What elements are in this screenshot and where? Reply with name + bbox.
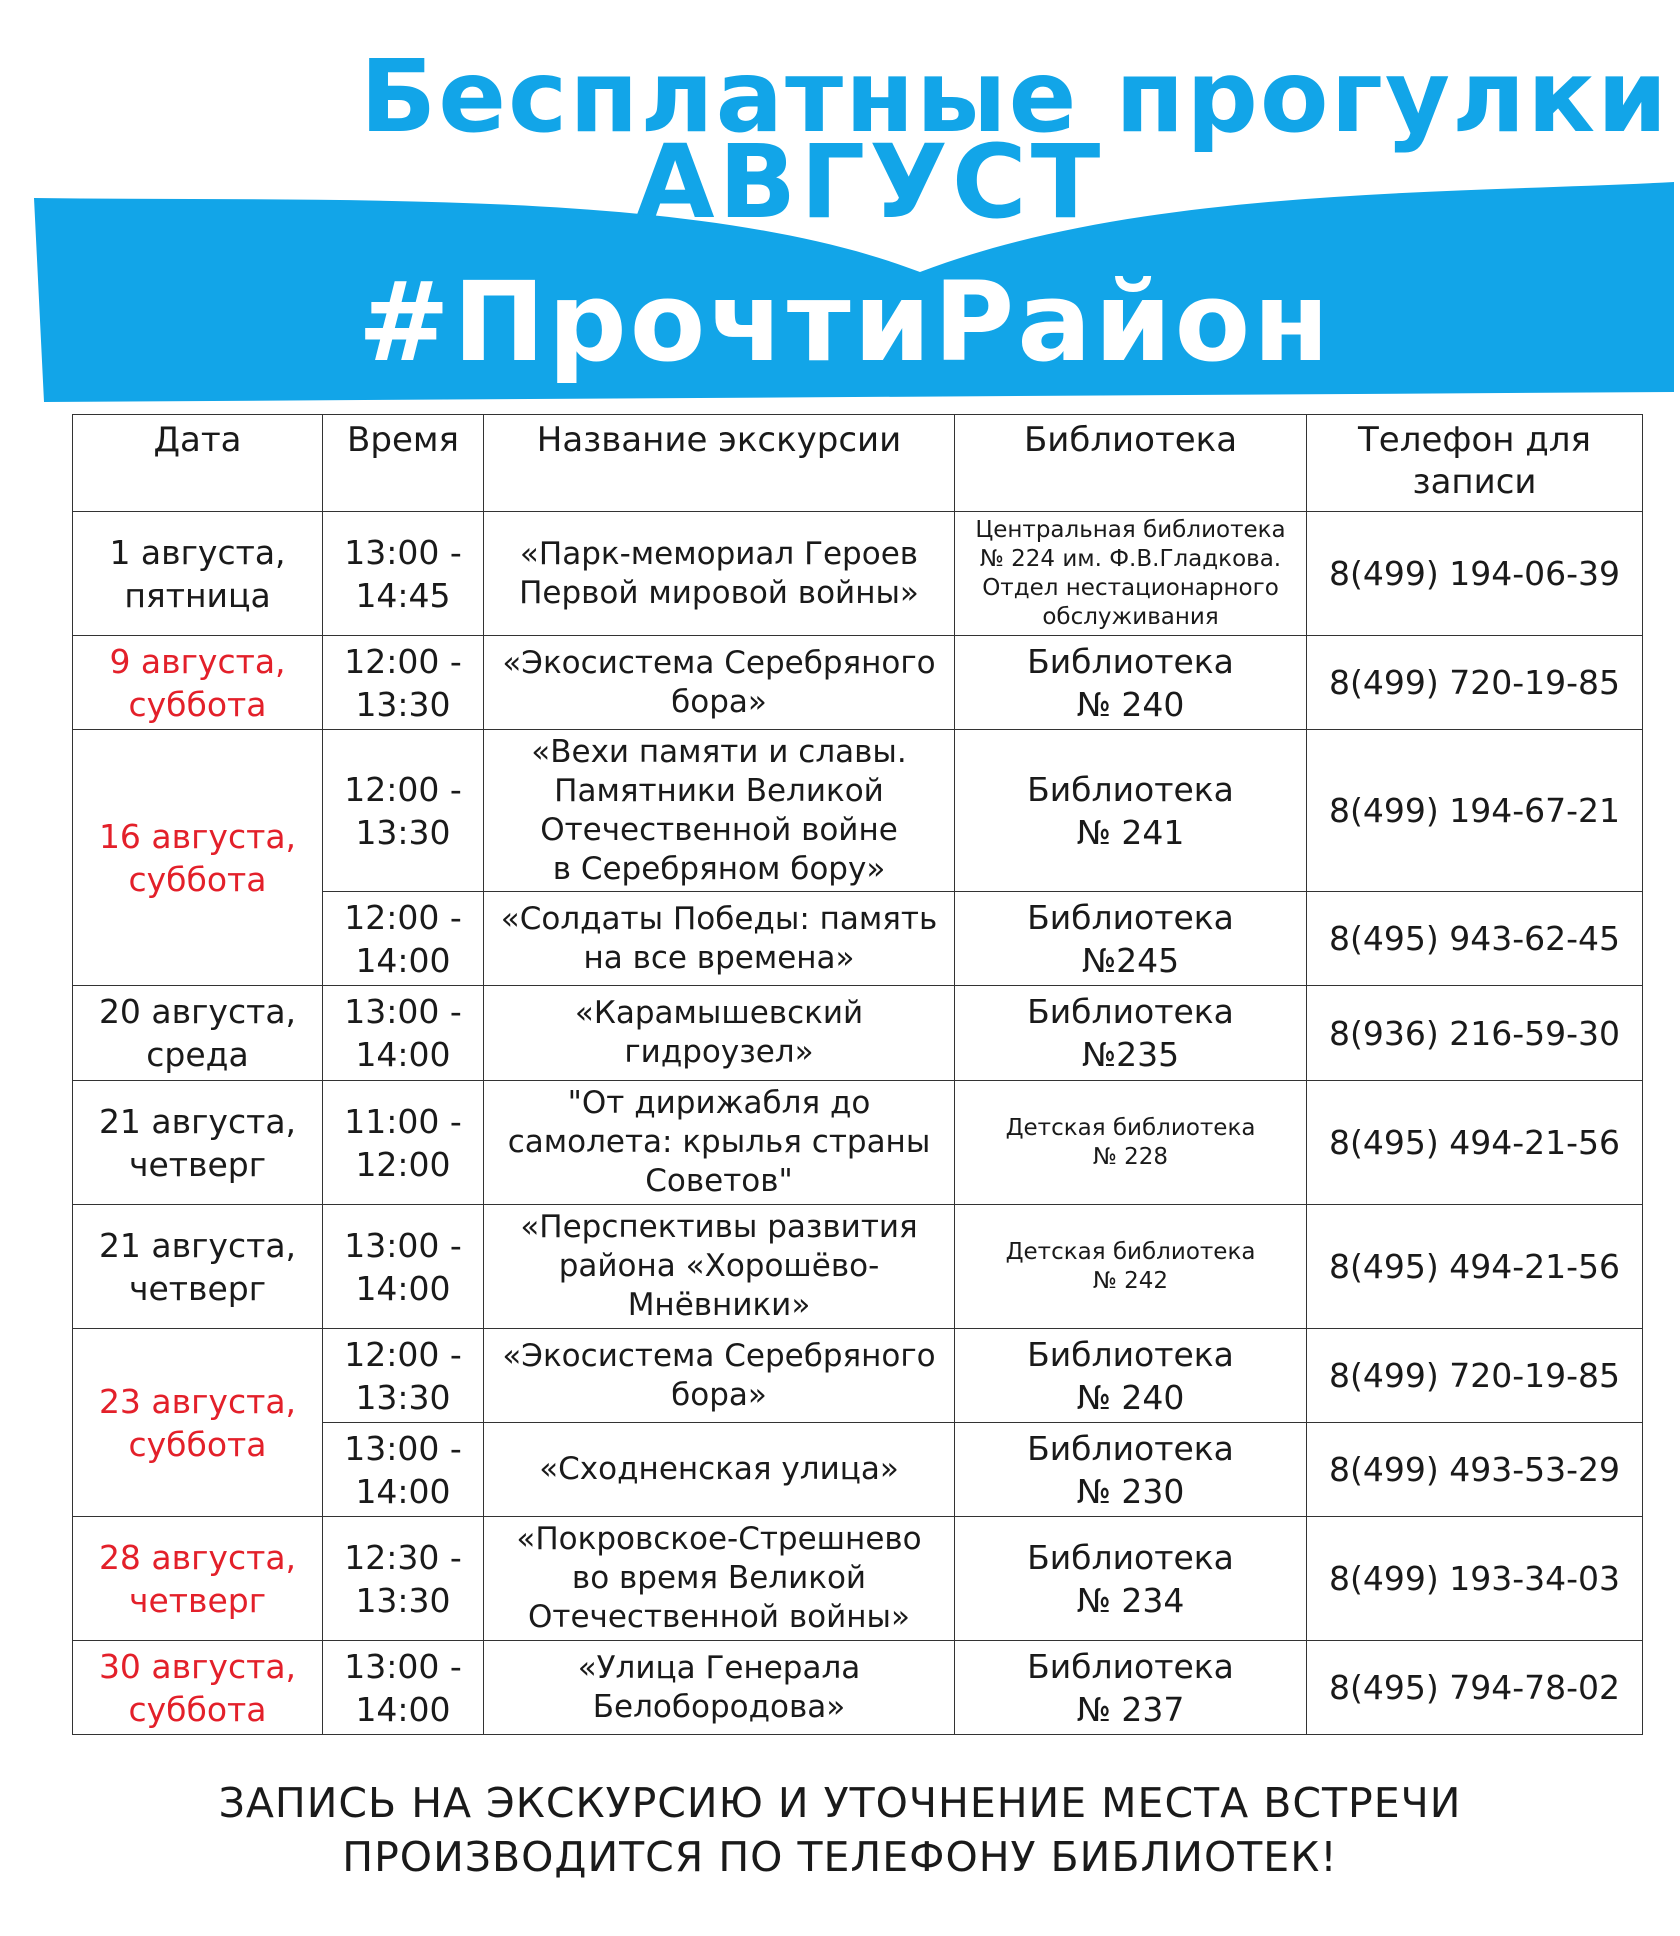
- table-row: [73, 1641, 1643, 1735]
- library-cell: Детская библиотека № 242: [955, 1205, 1307, 1329]
- time-cell: 13:00 - 14:00: [323, 986, 484, 1081]
- excursion-cell: «Карамышевский гидроузел»: [484, 986, 955, 1081]
- library-cell: Библиотека № 240: [955, 1329, 1307, 1423]
- table-row: [73, 1081, 1643, 1205]
- date-cell: 28 августа, четверг: [73, 1517, 323, 1641]
- library-cell: Центральная библиотека № 224 им. Ф.В.Гладкова. Отдел нестационарного обслуживания: [955, 512, 1307, 636]
- excursion-cell: "От дирижабля до самолета: крылья страны Советов": [484, 1081, 955, 1205]
- title-month: АВГУСТ: [635, 123, 1105, 242]
- date-cell: 23 августа, суббота: [73, 1329, 323, 1517]
- excursion-cell: «Экосистема Серебряного бора»: [484, 1329, 955, 1423]
- time-cell: 12:30 - 13:30: [323, 1517, 484, 1641]
- library-cell: Библиотека №235: [955, 986, 1307, 1081]
- time-cell: 11:00 - 12:00: [323, 1081, 484, 1205]
- excursion-cell: «Сходненская улица»: [484, 1423, 955, 1517]
- date-cell: 1 августа, пятница: [73, 512, 323, 636]
- footer-note: [0, 1776, 1680, 1884]
- time-cell: 12:00 - 13:30: [323, 730, 484, 892]
- time-cell: 13:00 - 14:45: [323, 512, 484, 636]
- excursion-cell: «Солдаты Победы: память на все времена»: [484, 892, 955, 986]
- footer-line2: ПРОИЗВОДИТСЯ ПО ТЕЛЕФОНУ БИБЛИОТЕК!: [342, 1833, 1338, 1881]
- library-cell: Детская библиотека № 228: [955, 1081, 1307, 1205]
- time-cell: 12:00 - 13:30: [323, 1329, 484, 1423]
- date-cell: 16 августа, суббота: [73, 730, 323, 986]
- time-cell: 13:00 - 14:00: [323, 1641, 484, 1735]
- table-row: [73, 986, 1643, 1081]
- phone-cell: 8(936) 216-59-30: [1307, 986, 1643, 1081]
- time-cell: 13:00 - 14:00: [323, 1423, 484, 1517]
- library-cell: Библиотека № 237: [955, 1641, 1307, 1735]
- library-cell: Библиотека № 240: [955, 636, 1307, 730]
- phone-cell: 8(499) 720-19-85: [1307, 1329, 1643, 1423]
- time-cell: 13:00 - 14:00: [323, 1205, 484, 1329]
- time-cell: 12:00 - 14:00: [323, 892, 484, 986]
- table-row: [73, 1329, 1643, 1423]
- date-cell: 9 августа, суббота: [73, 636, 323, 730]
- date-cell: 21 августа, четверг: [73, 1205, 323, 1329]
- excursion-cell: «Парк-мемориал Героев Первой мировой войны»: [484, 512, 955, 636]
- phone-cell: 8(499) 493-53-29: [1307, 1423, 1643, 1517]
- excursion-cell: «Вехи памяти и славы. Памятники Великой Отечественной войне в Серебряном бору»: [484, 730, 955, 892]
- phone-cell: 8(495) 943-62-45: [1307, 892, 1643, 986]
- date-cell: 30 августа, суббота: [73, 1641, 323, 1735]
- phone-cell: 8(499) 720-19-85: [1307, 636, 1643, 730]
- time-cell: 12:00 - 13:30: [323, 636, 484, 730]
- date-cell: 21 августа, четверг: [73, 1081, 323, 1205]
- date-cell: 20 августа, среда: [73, 986, 323, 1081]
- header-time: Время: [323, 415, 484, 512]
- phone-cell: 8(499) 194-67-21: [1307, 730, 1643, 892]
- header-excursion: Название экскурсии: [484, 415, 955, 512]
- header-phone: [1307, 415, 1643, 512]
- table-row: [73, 730, 1643, 892]
- library-cell: Библиотека № 230: [955, 1423, 1307, 1517]
- table-header-row: [73, 415, 1643, 512]
- table-row: [73, 636, 1643, 730]
- phone-cell: 8(499) 193-34-03: [1307, 1517, 1643, 1641]
- table-row: [73, 512, 1643, 636]
- footer-line1: ЗАПИСЬ НА ЭКСКУРСИЮ И УТОЧНЕНИЕ МЕСТА ВСТРЕЧИ: [218, 1779, 1462, 1827]
- header-phone-line1: Телефон для: [1358, 420, 1591, 460]
- excursion-cell: «Покровское-Стрешнево во время Великой Отечественной войны»: [484, 1517, 955, 1641]
- phone-cell: 8(495) 794-78-02: [1307, 1641, 1643, 1735]
- library-cell: Библиотека № 234: [955, 1517, 1307, 1641]
- phone-cell: 8(495) 494-21-56: [1307, 1205, 1643, 1329]
- schedule-table: [72, 414, 1643, 1735]
- header-date: Дата: [73, 415, 323, 512]
- phone-cell: 8(499) 194-06-39: [1307, 512, 1643, 636]
- table-row: [73, 1517, 1643, 1641]
- phone-cell: 8(495) 494-21-56: [1307, 1081, 1643, 1205]
- title-free-walks: Бесплатные прогулки: [360, 38, 1670, 155]
- table-row: [73, 1205, 1643, 1329]
- library-cell: Библиотека №245: [955, 892, 1307, 986]
- excursion-cell: «Улица Генерала Белобородова»: [484, 1641, 955, 1735]
- library-cell: Библиотека № 241: [955, 730, 1307, 892]
- excursion-cell: «Экосистема Серебряного бора»: [484, 636, 955, 730]
- hashtag: #ПрочтиРайон: [357, 258, 1333, 386]
- header-phone-line2: записи: [1412, 462, 1537, 502]
- header-library: Библиотека: [955, 415, 1307, 512]
- excursion-cell: «Перспективы развития района «Хорошёво- Мнёвники»: [484, 1205, 955, 1329]
